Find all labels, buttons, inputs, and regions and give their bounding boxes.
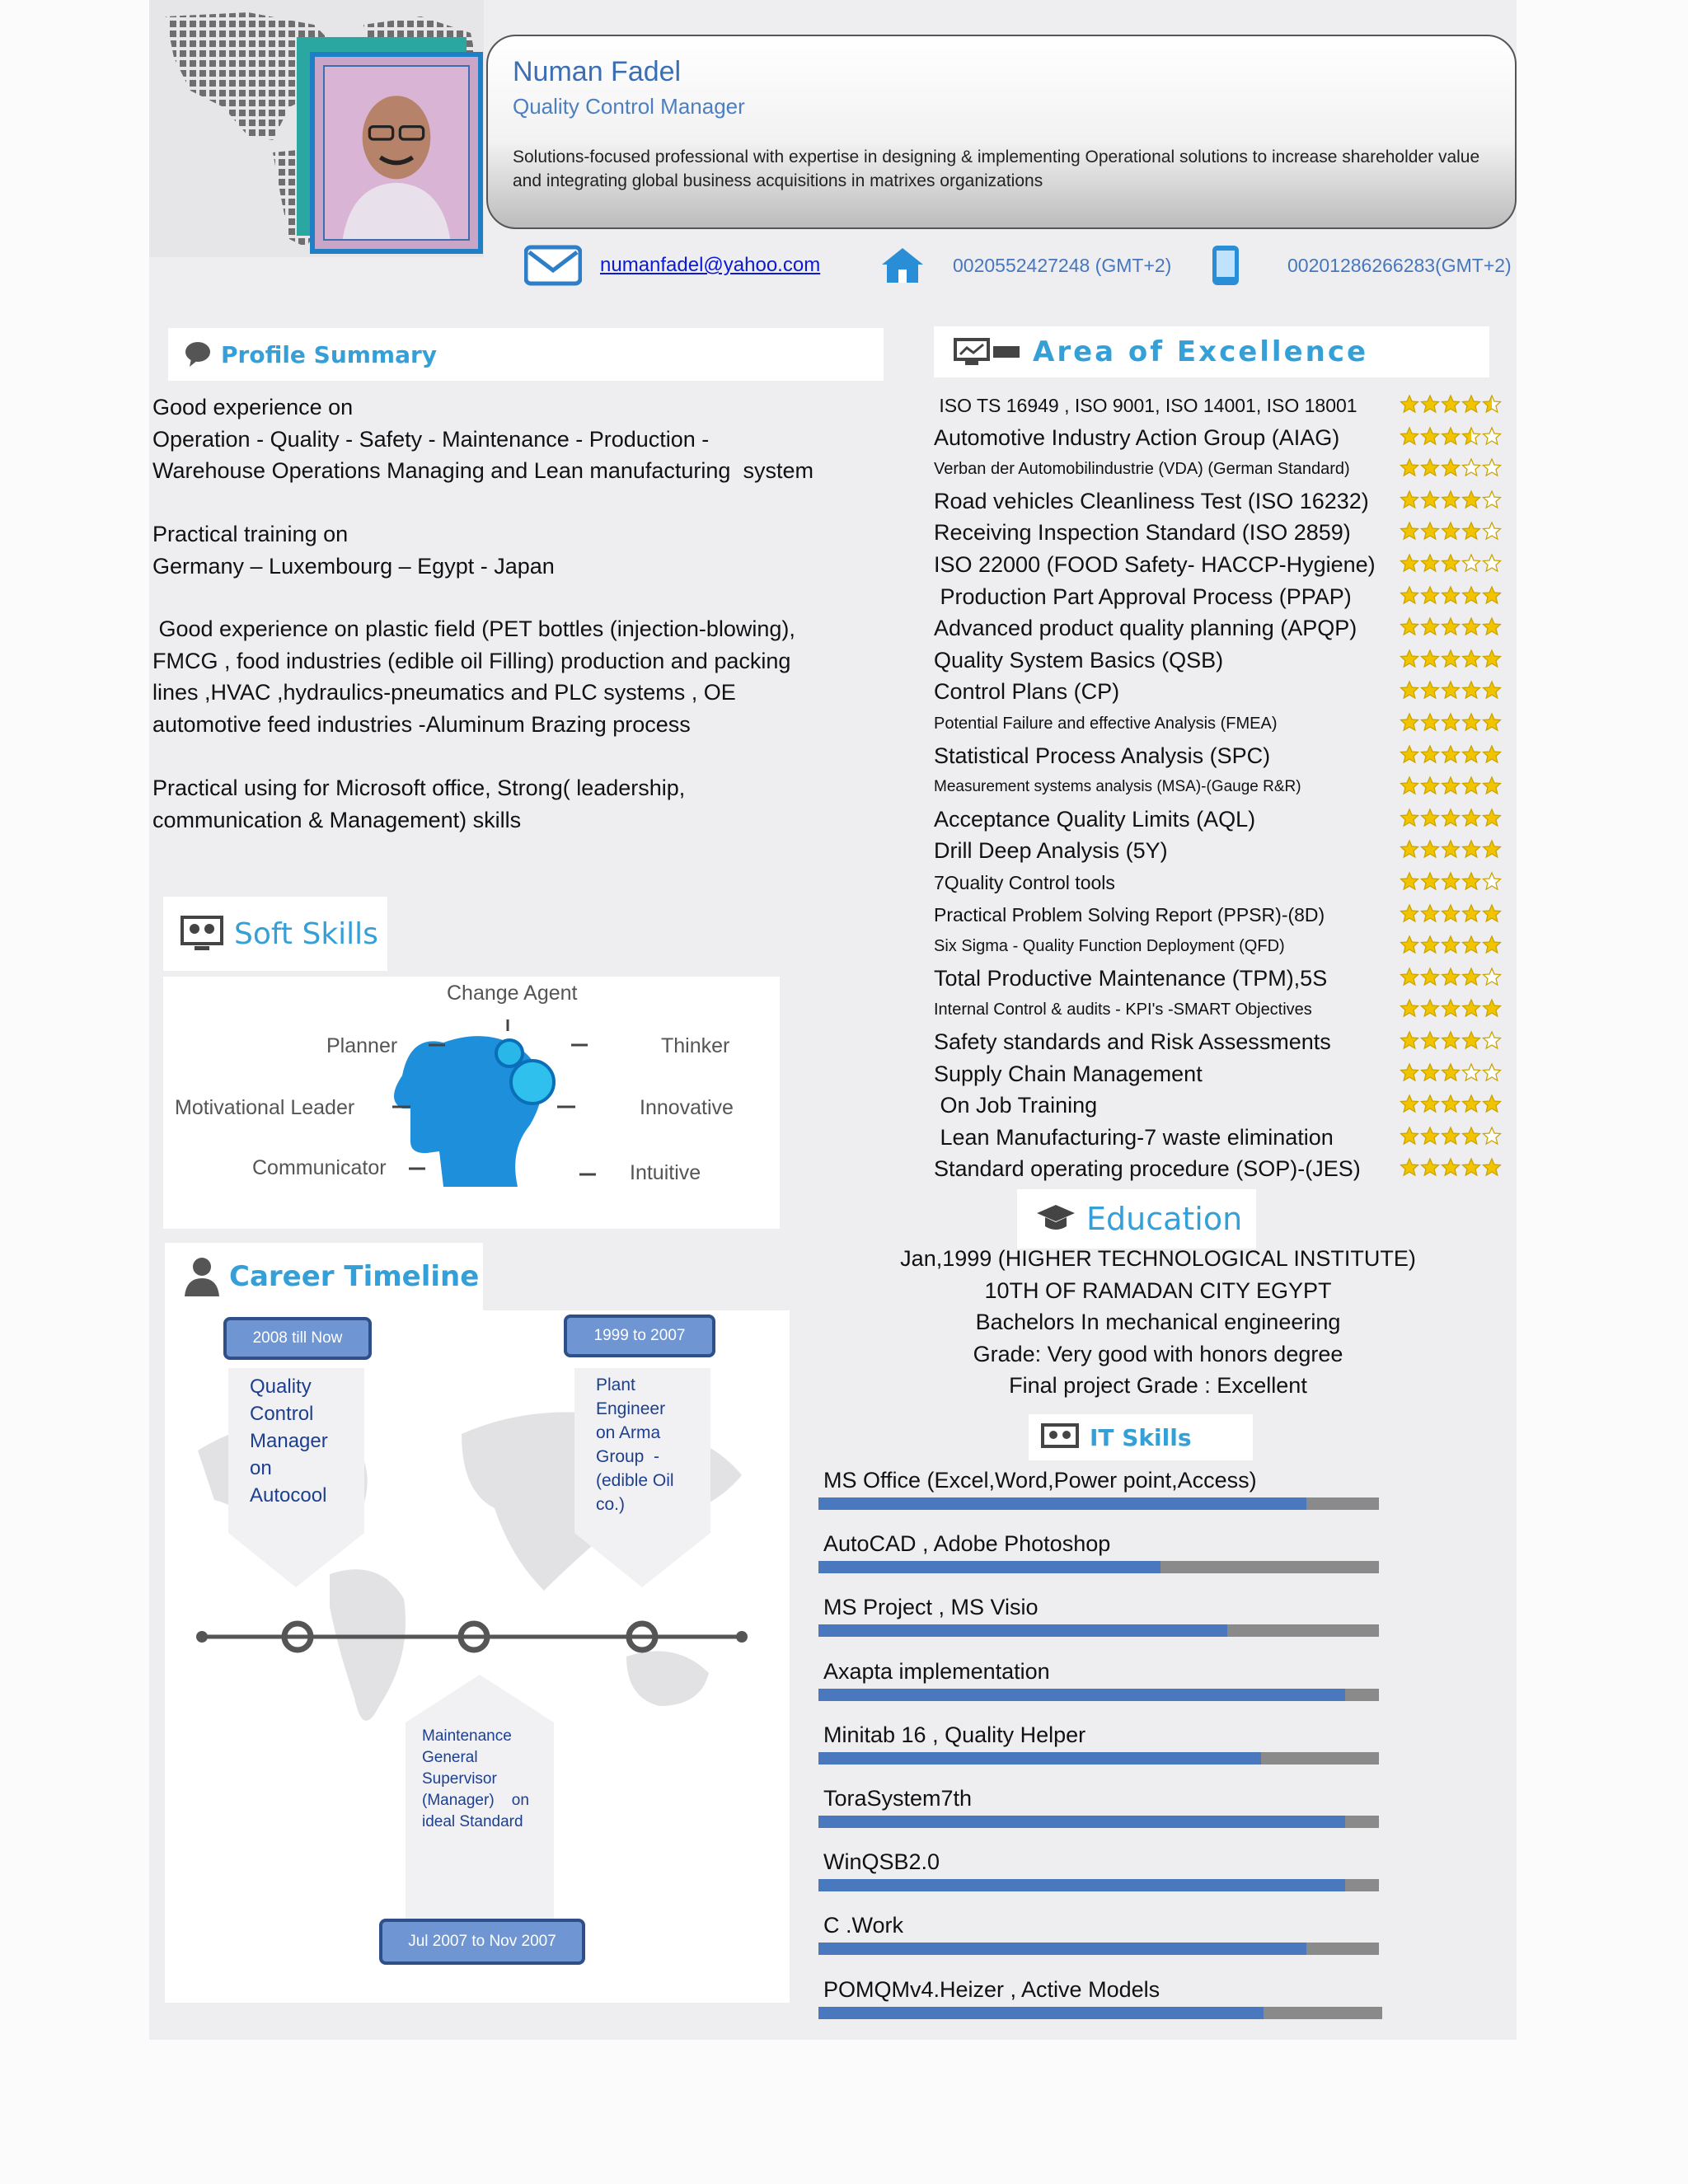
star-icon	[1461, 934, 1481, 955]
career-header	[165, 1243, 483, 1310]
star-icon	[1420, 489, 1440, 510]
star-rating	[1400, 807, 1502, 828]
skill-level-fill	[818, 2007, 1264, 2019]
star-icon	[1400, 1156, 1419, 1178]
star-icon	[1441, 552, 1461, 574]
job-title: Quality Control Manager	[513, 94, 745, 119]
excellence-item	[934, 487, 1503, 519]
excellence-item-label: Practical Problem Solving Report (PPSR)-(8D)	[934, 903, 1325, 926]
excellence-item	[934, 1155, 1503, 1187]
profile-summary-title: Profile Summary	[221, 340, 438, 368]
excellence-item	[934, 869, 1503, 901]
skill-level-bar	[818, 1689, 1379, 1701]
star-icon	[1461, 1029, 1481, 1051]
star-icon	[1461, 552, 1481, 574]
star-icon	[1441, 393, 1461, 415]
star-icon	[1482, 966, 1502, 987]
it-skill-item	[818, 1722, 1382, 1767]
excellence-item-label: Statistical Process Analysis (SPC)	[934, 743, 1271, 768]
star-rating	[1400, 934, 1502, 955]
star-icon	[1461, 997, 1481, 1019]
excellence-item	[934, 901, 1503, 933]
career-period-badge: 1999 to 2007	[564, 1315, 715, 1357]
excellence-item	[934, 614, 1503, 646]
excellence-item	[934, 932, 1503, 964]
star-icon	[1400, 934, 1419, 955]
star-icon	[1461, 648, 1481, 669]
star-rating	[1400, 648, 1502, 669]
monitor-chart-icon	[954, 338, 1023, 366]
star-icon	[1441, 520, 1461, 541]
star-icon	[1441, 870, 1461, 892]
excellence-item-label: Potential Failure and effective Analysis (FMEA)	[934, 714, 1278, 733]
it-skills-header	[1029, 1414, 1253, 1460]
it-skill-item	[818, 1468, 1382, 1512]
soft-skill-communicator: Communicator	[252, 1156, 387, 1179]
skill-level-bar	[818, 2007, 1382, 2019]
excellence-item	[934, 1060, 1503, 1092]
star-icon	[1482, 1156, 1502, 1178]
person-silhouette-icon	[180, 1255, 224, 1298]
career-card-2	[574, 1368, 710, 1533]
star-icon	[1441, 1125, 1461, 1146]
it-skill-item	[818, 1595, 1382, 1639]
excellence-header	[934, 326, 1489, 377]
it-skill-item	[818, 1659, 1382, 1704]
star-icon	[1420, 616, 1440, 637]
excellence-item	[934, 391, 1503, 424]
excellence-item	[934, 646, 1503, 678]
star-icon	[1420, 838, 1440, 860]
star-rating	[1400, 1156, 1502, 1178]
skill-level-bar	[818, 1497, 1379, 1510]
star-icon	[1482, 552, 1502, 574]
star-rating	[1400, 1093, 1502, 1114]
skill-level-bar	[818, 1624, 1379, 1637]
star-icon	[1461, 966, 1481, 987]
profile-paragraph: Good experience on Operation - Quality - Safety - Maintenance - Production - Warehouse Operations Managing and Lean manufacturing system	[152, 395, 814, 484]
career-role: Quality Control Manager on Autocool	[250, 1376, 328, 1507]
star-icon	[1461, 457, 1481, 478]
excellence-item-label: Automotive Industry Action Group (AIAG)	[934, 424, 1340, 450]
excellence-item	[934, 1123, 1503, 1155]
speech-bubble-icon	[183, 340, 213, 368]
star-icon	[1400, 711, 1419, 733]
star-rating	[1400, 902, 1502, 924]
star-icon	[1400, 393, 1419, 415]
star-icon	[1461, 425, 1481, 447]
star-icon	[1441, 489, 1461, 510]
excellence-item-label: Internal Control & audits - KPI's -SMART Objectives	[934, 1000, 1312, 1019]
soft-skill-thinker: Thinker	[661, 1034, 730, 1057]
skill-level-fill	[818, 1689, 1345, 1701]
star-icon	[1400, 679, 1419, 701]
star-rating	[1400, 425, 1502, 447]
it-skill-label: POMQMv4.Heizer , Active Models	[823, 1976, 1160, 2002]
star-rating	[1400, 489, 1502, 510]
star-icon	[1482, 743, 1502, 765]
star-icon	[1441, 807, 1461, 828]
star-icon	[1441, 902, 1461, 924]
excellence-item	[934, 424, 1503, 456]
excellence-item-label: Measurement systems analysis (MSA)-(Gauge R&R)	[934, 778, 1301, 796]
star-icon	[1482, 425, 1502, 447]
star-icon	[1482, 997, 1502, 1019]
star-icon	[1482, 807, 1502, 828]
star-icon	[1420, 807, 1440, 828]
star-icon	[1461, 679, 1481, 701]
star-icon	[1400, 425, 1419, 447]
excellence-item	[934, 773, 1503, 805]
skill-level-fill	[818, 1497, 1306, 1510]
skill-level-fill	[818, 1624, 1227, 1637]
excellence-item	[934, 805, 1503, 837]
email-contact	[524, 246, 820, 285]
soft-skills-header	[163, 897, 387, 971]
star-icon	[1482, 1062, 1502, 1083]
excellence-item-label: Road vehicles Cleanliness Test (ISO 16232)	[934, 488, 1369, 513]
education-line: Jan,1999 (HIGHER TECHNOLOGICAL INSTITUTE)	[900, 1246, 1416, 1271]
career-card-pointer	[228, 1533, 364, 1591]
star-icon	[1461, 902, 1481, 924]
education-line: Grade: Very good with honors degree	[973, 1342, 1343, 1366]
soft-skill-planner: Planner	[326, 1034, 398, 1057]
star-icon	[1441, 1062, 1461, 1083]
star-rating	[1400, 743, 1502, 765]
excellence-item	[934, 742, 1503, 774]
excellence-item	[934, 996, 1503, 1028]
career-card-pointer	[574, 1533, 710, 1591]
it-skill-label: Axapta implementation	[823, 1658, 1050, 1684]
mobile-phone-icon	[1210, 244, 1241, 287]
star-icon	[1441, 775, 1461, 796]
star-icon	[1400, 870, 1419, 892]
it-skill-item	[818, 1531, 1382, 1576]
star-rating	[1400, 1029, 1502, 1051]
star-icon	[1461, 838, 1481, 860]
excellence-item-label: Acceptance Quality Limits (AQL)	[934, 806, 1256, 832]
star-icon	[1482, 393, 1502, 415]
envelope-icon	[524, 244, 582, 287]
star-icon	[1420, 1093, 1440, 1114]
star-icon	[1400, 966, 1419, 987]
soft-skill-intuitive: Intuitive	[630, 1161, 701, 1184]
star-icon	[1482, 1029, 1502, 1051]
star-icon	[1482, 616, 1502, 637]
star-rating	[1400, 966, 1502, 987]
star-rating	[1400, 520, 1502, 541]
mobile-phone-contact	[1210, 246, 1512, 285]
excellence-item	[934, 677, 1503, 710]
star-icon	[1441, 711, 1461, 733]
star-icon	[1482, 711, 1502, 733]
star-icon	[1400, 1029, 1419, 1051]
star-icon	[1400, 902, 1419, 924]
career-timeline-graphic	[165, 1310, 790, 2003]
star-icon	[1461, 711, 1481, 733]
career-card-3	[406, 1722, 554, 1924]
star-icon	[1461, 775, 1481, 796]
skill-level-bar	[818, 1816, 1379, 1828]
star-icon	[1441, 425, 1461, 447]
star-icon	[1420, 711, 1440, 733]
education-line: Final project Grade : Excellent	[1009, 1373, 1307, 1398]
star-rating	[1400, 616, 1502, 637]
house-icon	[879, 245, 926, 286]
excellence-item-label: Verban der Automobilindustrie (VDA) (German Standard)	[934, 459, 1350, 478]
star-icon	[1420, 584, 1440, 606]
career-title: Career Timeline	[229, 1260, 480, 1293]
excellence-item-label: On Job Training	[934, 1093, 1098, 1118]
skill-level-fill	[818, 1943, 1306, 1955]
career-role: Plant Engineer on Arma Group - (edible Oil co.)	[596, 1376, 674, 1514]
excellence-item-label: Quality System Basics (QSB)	[934, 647, 1224, 673]
it-skill-item	[818, 1786, 1382, 1830]
skill-level-bar	[818, 1561, 1379, 1573]
profile-paragraph: Practical training on Germany – Luxembourg – Egypt - Japan	[152, 522, 555, 579]
star-icon	[1441, 997, 1461, 1019]
excellence-item-label: 7Quality Control tools	[934, 872, 1115, 893]
star-icon	[1482, 775, 1502, 796]
education-header	[1017, 1189, 1256, 1249]
star-icon	[1420, 743, 1440, 765]
star-icon	[1461, 1093, 1481, 1114]
email-link[interactable]: numanfadel@yahoo.com	[600, 254, 821, 276]
star-icon	[1400, 807, 1419, 828]
profile-paragraph: Practical using for Microsoft office, Strong( leadership, communication & Management) skills	[152, 776, 686, 832]
star-icon	[1441, 648, 1461, 669]
star-rating	[1400, 838, 1502, 860]
profile-paragraph: Good experience on plastic field (PET bottles (injection-blowing), FMCG , food industries (edible oil Filling) production and packing lines ,HVAC ,hydraulics-pneumatics and PLC systems , OE automotive feed industries -Aluminum Brazing process	[152, 616, 795, 737]
it-skill-label: AutoCAD , Adobe Photoshop	[823, 1531, 1111, 1557]
star-icon	[1461, 393, 1481, 415]
star-icon	[1441, 1029, 1461, 1051]
soft-skill-change-agent: Change Agent	[447, 982, 578, 1005]
skill-level-bar	[818, 1752, 1379, 1765]
star-icon	[1482, 1093, 1502, 1114]
excellence-item	[934, 551, 1503, 583]
it-skill-label: WinQSB2.0	[823, 1849, 940, 1875]
star-icon	[1400, 489, 1419, 510]
excellence-item-label: Standard operating procedure (SOP)-(JES)	[934, 1156, 1361, 1182]
person-portrait-icon	[325, 67, 468, 239]
star-icon	[1420, 902, 1440, 924]
star-icon	[1441, 1093, 1461, 1114]
star-icon	[1441, 679, 1461, 701]
home-phone: 0020552427248 (GMT+2)	[953, 254, 1172, 276]
star-icon	[1461, 1062, 1481, 1083]
excellence-item	[934, 455, 1503, 487]
excellence-item-label: Supply Chain Management	[934, 1061, 1203, 1086]
mobile-phone: 00201286266283(GMT+2)	[1287, 254, 1512, 276]
star-icon	[1400, 838, 1419, 860]
star-icon	[1420, 457, 1440, 478]
star-rating	[1400, 393, 1502, 415]
star-icon	[1461, 616, 1481, 637]
star-rating	[1400, 457, 1502, 478]
graduation-cap-icon	[1035, 1203, 1076, 1235]
star-icon	[1482, 934, 1502, 955]
career-card-1	[228, 1368, 364, 1533]
it-skill-label: MS Project , MS Visio	[823, 1595, 1039, 1620]
it-skill-item	[818, 1977, 1382, 2022]
star-icon	[1441, 584, 1461, 606]
star-icon	[1461, 1156, 1481, 1178]
skill-level-bar	[818, 1943, 1379, 1955]
star-icon	[1461, 743, 1481, 765]
star-icon	[1400, 457, 1419, 478]
star-rating	[1400, 711, 1502, 733]
soft-skill-innovative: Innovative	[640, 1096, 734, 1119]
star-icon	[1400, 1093, 1419, 1114]
skill-level-bar	[818, 1879, 1379, 1891]
star-icon	[1420, 934, 1440, 955]
education-line: Bachelors In mechanical engineering	[975, 1310, 1341, 1334]
career-period-badge: Jul 2007 to Nov 2007	[379, 1919, 585, 1965]
star-icon	[1420, 679, 1440, 701]
monitor-people-icon	[1040, 1422, 1081, 1452]
star-icon	[1400, 743, 1419, 765]
star-icon	[1420, 520, 1440, 541]
star-icon	[1400, 1062, 1419, 1083]
profile-summary-header	[168, 328, 884, 381]
star-icon	[1441, 616, 1461, 637]
star-icon	[1400, 648, 1419, 669]
star-icon	[1482, 838, 1502, 860]
excellence-item-label: Lean Manufacturing-7 waste elimination	[934, 1124, 1334, 1150]
star-rating	[1400, 1125, 1502, 1146]
excellence-item	[934, 518, 1503, 551]
excellence-item-label: Receiving Inspection Standard (ISO 2859)	[934, 520, 1351, 546]
star-icon	[1441, 838, 1461, 860]
excellence-item-label: ISO 22000 (FOOD Safety- HACCP-Hygiene)	[934, 552, 1376, 577]
header-card	[486, 35, 1517, 229]
star-icon	[1482, 902, 1502, 924]
career-role: Maintenance General Supervisor (Manager) on ideal Standard	[422, 1727, 529, 1830]
star-icon	[1482, 679, 1502, 701]
star-icon	[1420, 425, 1440, 447]
star-icon	[1420, 648, 1440, 669]
excellence-item	[934, 964, 1503, 996]
it-skills-title: IT Skills	[1090, 1423, 1192, 1451]
star-icon	[1441, 966, 1461, 987]
star-icon	[1420, 966, 1440, 987]
star-icon	[1400, 552, 1419, 574]
star-icon	[1400, 520, 1419, 541]
star-icon	[1482, 648, 1502, 669]
excellence-title: Area of Excellence	[1033, 335, 1369, 368]
it-skill-label: Minitab 16 , Quality Helper	[823, 1722, 1086, 1747]
star-icon	[1461, 584, 1481, 606]
career-card-pointer	[406, 1673, 554, 1722]
star-icon	[1482, 457, 1502, 478]
star-rating	[1400, 775, 1502, 796]
excellence-item-label: ISO TS 16949 , ISO 9001, ISO 14001, ISO 18001	[934, 395, 1357, 416]
star-icon	[1461, 807, 1481, 828]
it-skill-label: C .Work	[823, 1913, 904, 1938]
monitor-people-icon	[180, 915, 226, 953]
star-icon	[1441, 1156, 1461, 1178]
excellence-item	[934, 1028, 1503, 1060]
star-rating	[1400, 997, 1502, 1019]
star-icon	[1461, 870, 1481, 892]
star-icon	[1420, 870, 1440, 892]
career-period-badge: 2008 till Now	[223, 1317, 372, 1360]
excellence-item-label: Production Part Approval Process (PPAP)	[934, 583, 1352, 609]
star-icon	[1420, 775, 1440, 796]
star-icon	[1420, 1156, 1440, 1178]
star-icon	[1420, 997, 1440, 1019]
star-icon	[1482, 870, 1502, 892]
excellence-item-label: Drill Deep Analysis (5Y)	[934, 838, 1168, 864]
star-icon	[1400, 997, 1419, 1019]
soft-skill-motivational-leader: Motivational Leader	[175, 1096, 355, 1119]
it-skill-label: ToraSystem7th	[823, 1786, 973, 1811]
star-icon	[1420, 393, 1440, 415]
home-phone-contact	[879, 246, 1171, 285]
star-icon	[1400, 584, 1419, 606]
excellence-item-label: Six Sigma - Quality Function Deployment (QFD)	[934, 936, 1285, 955]
excellence-item	[934, 1091, 1503, 1123]
excellence-item-label: Safety standards and Risk Assessments	[934, 1029, 1331, 1054]
star-icon	[1461, 489, 1481, 510]
star-icon	[1400, 616, 1419, 637]
skill-level-fill	[818, 1816, 1345, 1828]
excellence-item	[934, 710, 1503, 742]
excellence-item	[934, 583, 1503, 615]
star-icon	[1400, 1125, 1419, 1146]
education-title: Education	[1086, 1201, 1243, 1237]
star-rating	[1400, 679, 1502, 701]
it-skill-item	[818, 1913, 1382, 1957]
star-icon	[1482, 489, 1502, 510]
star-rating	[1400, 552, 1502, 574]
star-icon	[1420, 552, 1440, 574]
star-icon	[1461, 1125, 1481, 1146]
skill-level-fill	[818, 1879, 1345, 1891]
skill-level-fill	[818, 1561, 1160, 1573]
profile-photo	[310, 52, 483, 254]
excellence-item-label: Advanced product quality planning (APQP)	[934, 616, 1357, 641]
star-rating	[1400, 870, 1502, 892]
candidate-name: Numan Fadel	[513, 56, 682, 87]
education-line: 10TH OF RAMADAN CITY EGYPT	[984, 1278, 1332, 1303]
star-icon	[1420, 1029, 1440, 1051]
soft-skills-diagram	[163, 977, 780, 1229]
star-icon	[1420, 1062, 1440, 1083]
star-rating	[1400, 1062, 1502, 1083]
star-icon	[1461, 520, 1481, 541]
it-skill-item	[818, 1849, 1382, 1894]
excellence-item	[934, 837, 1503, 869]
star-icon	[1482, 1125, 1502, 1146]
star-icon	[1441, 457, 1461, 478]
skill-level-fill	[818, 1752, 1261, 1765]
star-icon	[1482, 584, 1502, 606]
header-summary: Solutions-focused professional with expertise in designing & implementing Operational solutions to increase shareholder value and integrating global business acquisitions in matrixes organizations	[513, 148, 1480, 190]
star-icon	[1482, 520, 1502, 541]
star-icon	[1441, 934, 1461, 955]
excellence-item-label: Total Productive Maintenance (TPM),5S	[934, 965, 1328, 991]
star-icon	[1420, 1125, 1440, 1146]
star-icon	[1441, 743, 1461, 765]
star-rating	[1400, 584, 1502, 606]
excellence-item-label: Control Plans (CP)	[934, 679, 1120, 705]
it-skill-label: MS Office (Excel,Word,Power point,Access)	[823, 1468, 1257, 1493]
soft-skills-title: Soft Skills	[234, 916, 378, 951]
star-icon	[1400, 775, 1419, 796]
